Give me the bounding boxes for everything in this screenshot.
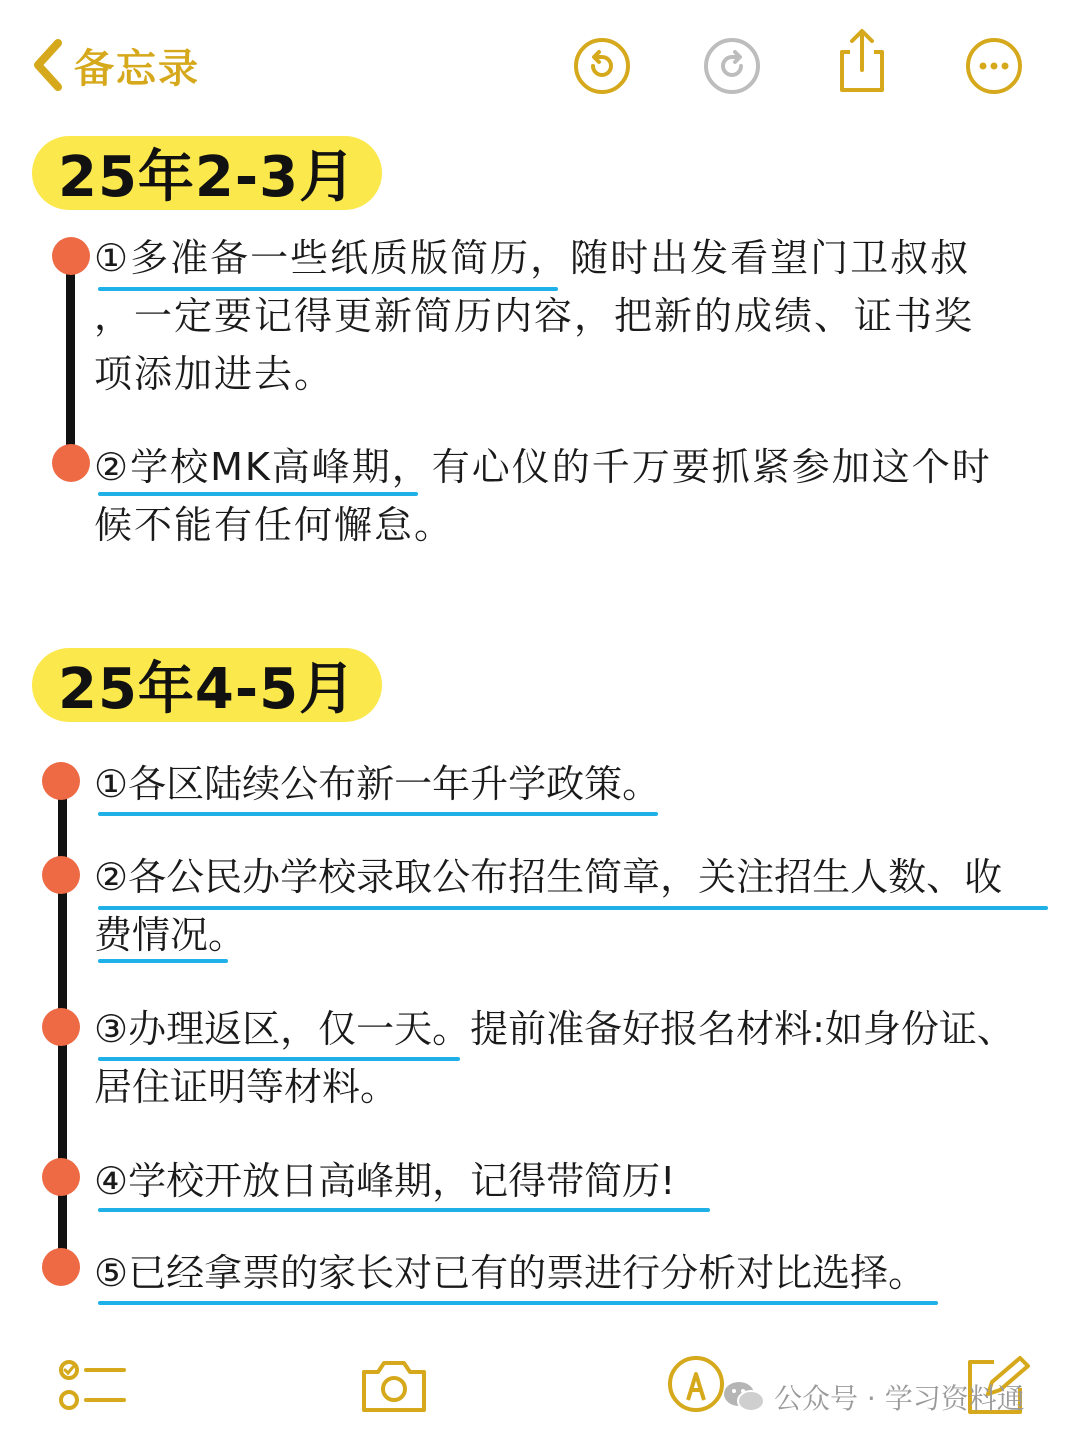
timeline-dot <box>42 1008 80 1046</box>
underline <box>98 959 228 963</box>
note-item: ②学校MK高峰期，有心仪的千万要抓紧参加这个时 候不能有任何懈怠。 <box>94 445 992 547</box>
markup-icon[interactable] <box>666 1354 726 1414</box>
back-label: 备忘录 <box>74 45 200 92</box>
more-icon[interactable] <box>964 36 1024 96</box>
underline <box>98 1301 938 1305</box>
section-title: 25年2-3月 <box>32 136 382 210</box>
wechat-icon <box>722 1379 766 1415</box>
note-item: ①各区陆续公布新一年升学政策。 <box>94 762 661 806</box>
checklist-icon[interactable] <box>56 1356 128 1416</box>
watermark-text: 公众号 · 学习资料通 <box>774 1382 1025 1415</box>
note-item: ③办理返区，仅一天。提前准备好报名材料:如身份证、 居住证明等材料。 <box>94 1007 1015 1109</box>
back-button[interactable] <box>28 30 200 100</box>
note-item: ④学校开放日高峰期，记得带简历! <box>94 1159 676 1203</box>
share-icon[interactable] <box>832 26 892 96</box>
timeline-dot <box>42 762 80 800</box>
chevron-left-icon <box>28 35 68 95</box>
underline <box>98 1208 710 1212</box>
redo-icon[interactable] <box>702 36 762 96</box>
timeline-dot <box>52 237 90 275</box>
underline <box>98 287 558 291</box>
underline <box>98 492 418 496</box>
timeline-dot <box>42 1248 80 1286</box>
note-item: ①多准备一些纸质版简历，随时出发看望门卫叔叔 ，一定要记得更新简历内容，把新的成绩、证书奖 项添加进去。 <box>94 236 975 396</box>
timeline-dot <box>42 1158 80 1196</box>
watermark <box>722 1372 1025 1422</box>
timeline-line <box>66 256 75 464</box>
camera-icon[interactable] <box>358 1356 430 1416</box>
note-item: ②各公民办学校录取公布招生简章，关注招生人数、收 费情况。 <box>94 855 1003 957</box>
timeline-dot <box>42 856 80 894</box>
underline <box>98 812 658 816</box>
underline <box>98 1057 460 1061</box>
timeline-dot <box>52 444 90 482</box>
note-item: ⑤已经拿票的家长对已有的票进行分析对比选择。 <box>94 1251 927 1295</box>
undo-icon[interactable] <box>572 36 632 96</box>
underline <box>98 906 1048 910</box>
section-title: 25年4-5月 <box>32 648 382 722</box>
